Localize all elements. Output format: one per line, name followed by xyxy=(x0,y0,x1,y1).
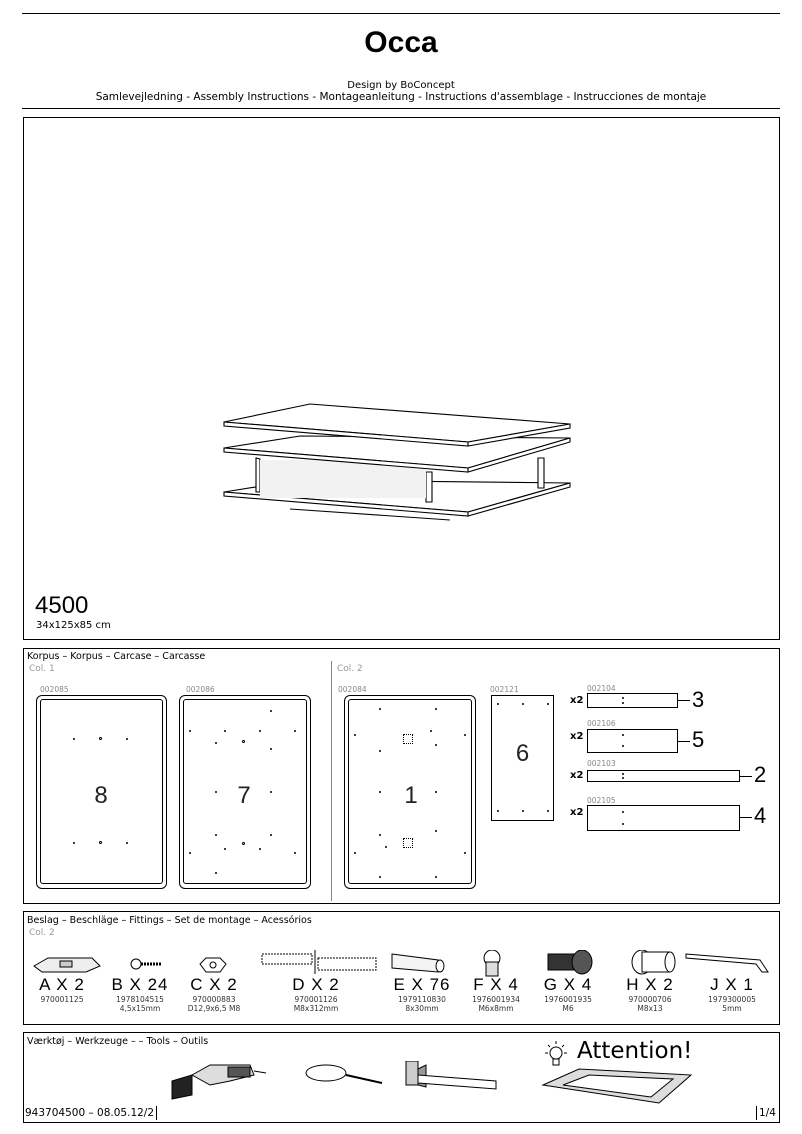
fitting-j-code: 1979300005 xyxy=(708,995,756,1004)
fitting-e-label: E X 76 xyxy=(393,975,451,994)
rail-4-part-no: 002105 xyxy=(587,796,616,805)
fitting-d-code: 970001126 xyxy=(294,995,338,1004)
panel-6-number: 6 xyxy=(515,740,530,767)
fitting-h-spec: M8x13 xyxy=(637,1004,663,1013)
panel-7-part-no: 002086 xyxy=(186,685,215,694)
rail-4-qty: x2 xyxy=(570,807,584,818)
panel-7-number: 7 xyxy=(237,782,251,809)
fitting-e-spec: 8x30mm xyxy=(405,1004,439,1013)
fittings-illustrations xyxy=(30,950,780,978)
panel-8-part-no: 002085 xyxy=(40,685,69,694)
fitting-f-label: F X 4 xyxy=(473,975,519,994)
panel-1-part-no: 002084 xyxy=(338,685,367,694)
fitting-a xyxy=(26,975,98,1004)
fitting-j-label: J X 1 xyxy=(710,975,754,994)
tools-section-title: Værktøj – Werkzeuge – – Tools – Outils xyxy=(27,1036,209,1047)
fitting-h-label: H X 2 xyxy=(626,975,674,994)
fitting-b-code: 1978104515 xyxy=(116,995,164,1004)
product-dimensions: 34x125x85 cm xyxy=(36,620,111,631)
rail-3-qty: x2 xyxy=(570,695,584,706)
fitting-f-code: 1976001934 xyxy=(472,995,520,1004)
fitting-g-code: 1976001935 xyxy=(544,995,592,1004)
fitting-a-code: 970001125 xyxy=(40,995,84,1004)
carcase-section-title: Korpus – Korpus – Carcase – Carcasse xyxy=(27,651,206,662)
fitting-b-spec: 4,5x15mm xyxy=(119,1004,161,1013)
fitting-j xyxy=(696,975,768,1013)
fittings-section xyxy=(23,911,780,1025)
instructions-subtitle: Samlevejledning - Assembly Instructions - Montageanleitung - Instructions d'assemblage - Instrucciones de montaje xyxy=(95,91,707,103)
rail-5 xyxy=(587,729,678,753)
tools-illustration xyxy=(170,1061,500,1101)
rail-5-qty: x2 xyxy=(570,731,584,742)
fitting-g xyxy=(532,975,604,1013)
product-box xyxy=(23,117,780,640)
rail-3-number: 3 xyxy=(692,687,705,712)
rail-5-number: 5 xyxy=(692,727,705,752)
fitting-a-label: A X 2 xyxy=(39,975,85,994)
rail-2-qty: x2 xyxy=(570,770,584,781)
protective-surface-illustration xyxy=(539,1065,699,1107)
design-credit: Design by BoConcept xyxy=(347,80,455,91)
col2-label: Col. 2 xyxy=(337,664,363,674)
fitting-d xyxy=(276,975,356,1013)
rail-3 xyxy=(587,693,678,708)
attention-label: Attention! xyxy=(577,1038,693,1064)
document-code: 943704500 – 08.05.12/2 xyxy=(23,1106,157,1120)
top-rule xyxy=(22,13,780,14)
panel-8 xyxy=(36,695,167,889)
fitting-c-label: C X 2 xyxy=(190,975,238,994)
fitting-d-spec: M8x312mm xyxy=(293,1004,339,1013)
fitting-c xyxy=(174,975,254,1013)
fitting-h-code: 970000706 xyxy=(628,995,672,1004)
panel-1-number: 1 xyxy=(404,782,418,809)
carcase-section xyxy=(23,648,780,904)
fitting-g-label: G X 4 xyxy=(543,975,593,994)
rail-3-part-no: 002104 xyxy=(587,684,616,693)
panel-6-part-no: 002121 xyxy=(490,685,519,694)
fitting-c-code: 970000883 xyxy=(192,995,236,1004)
fitting-e-code: 1979110830 xyxy=(398,995,446,1004)
panel-1 xyxy=(344,695,476,889)
fittings-col-label: Col. 2 xyxy=(29,928,55,938)
model-number: 4500 xyxy=(35,592,89,619)
fitting-f-spec: M6x8mm xyxy=(478,1004,514,1013)
fittings-section-title: Beslag – Beschläge – Fittings – Set de montage – Acessórios xyxy=(27,915,312,926)
rail-4-number: 4 xyxy=(754,803,767,828)
panel-7 xyxy=(179,695,311,889)
fitting-b xyxy=(104,975,176,1013)
panel-8-number: 8 xyxy=(94,782,108,809)
rail-2-part-no: 002103 xyxy=(587,759,616,768)
rail-5-part-no: 002106 xyxy=(587,719,616,728)
column-divider xyxy=(331,661,332,901)
fitting-d-label: D X 2 xyxy=(292,975,340,994)
rail-2-number: 2 xyxy=(754,762,767,787)
fitting-b-label: B X 24 xyxy=(111,975,169,994)
fitting-h xyxy=(614,975,686,1013)
page-number: 1/4 xyxy=(756,1106,778,1120)
fitting-g-spec: M6 xyxy=(562,1004,574,1013)
col1-label: Col. 1 xyxy=(29,664,55,674)
rail-2 xyxy=(587,770,740,782)
fitting-j-spec: 5mm xyxy=(722,1004,742,1013)
fitting-c-spec: D12,9x6,5 M8 xyxy=(187,1004,241,1013)
panel-6 xyxy=(491,695,554,821)
coffee-table-illustration xyxy=(220,400,580,526)
page-title: Occa xyxy=(364,26,438,59)
fitting-e xyxy=(382,975,462,1013)
header-rule xyxy=(22,108,780,109)
rail-4 xyxy=(587,805,740,831)
fitting-f xyxy=(460,975,532,1013)
